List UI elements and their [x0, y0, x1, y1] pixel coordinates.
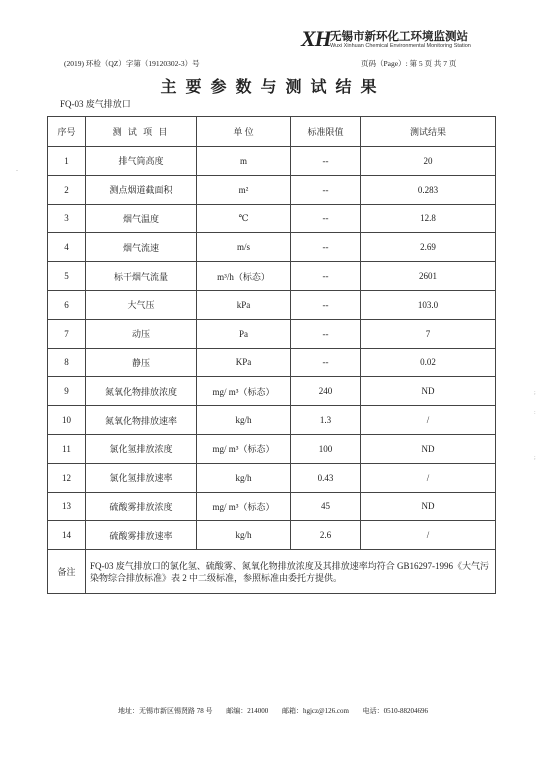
unit-cell: m³/h（标态）: [197, 262, 291, 291]
unit-cell: kg/h: [197, 406, 291, 435]
row-index-cell: 9: [48, 377, 86, 406]
column-header: 测 试 项 目: [86, 117, 197, 147]
column-header: 标准限值: [291, 117, 361, 147]
unit-cell: kg/h: [197, 463, 291, 492]
test-item-cell: 标干烟气流量: [86, 262, 197, 291]
test-item-cell: 排气筒高度: [86, 147, 197, 176]
unit-cell: m²: [197, 175, 291, 204]
standard-limit-cell: --: [291, 348, 361, 377]
test-result-cell: /: [361, 521, 496, 550]
remark-row: [48, 550, 496, 594]
standard-limit-cell: --: [291, 290, 361, 319]
row-index-cell: 2: [48, 175, 86, 204]
test-result-cell: 7: [361, 319, 496, 348]
row-index-cell: 14: [48, 521, 86, 550]
page-info: 页码（Page）: 第 5 页 共 7 页: [361, 59, 457, 68]
footer-phone: 电话：0510-88204696: [362, 707, 428, 715]
test-item-cell: 氮氧化物排放浓度: [86, 377, 197, 406]
test-result-cell: /: [361, 463, 496, 492]
table-row: [48, 319, 496, 348]
test-item-cell: 动压: [86, 319, 197, 348]
unit-cell: m/s: [197, 233, 291, 262]
test-item-cell: 烟气流速: [86, 233, 197, 262]
table-row: [48, 262, 496, 291]
unit-cell: mg/ m³（标态）: [197, 377, 291, 406]
footer-address: 地址：无锡市新区锡贤路 78 号: [117, 707, 213, 715]
test-result-cell: /: [361, 406, 496, 435]
margin-mark: :: [534, 410, 536, 416]
test-item-cell: 硫酸雾排放速率: [86, 521, 197, 550]
test-item-cell: 氯化氢排放浓度: [86, 434, 197, 463]
unit-cell: mg/ m³（标态）: [197, 492, 291, 521]
row-index-cell: 6: [48, 290, 86, 319]
row-index-cell: 8: [48, 348, 86, 377]
table-row: [48, 204, 496, 233]
row-index-cell: 11: [48, 434, 86, 463]
results-table: [47, 116, 496, 594]
standard-limit-cell: --: [291, 204, 361, 233]
unit-cell: kPa: [197, 290, 291, 319]
row-index-cell: 7: [48, 319, 86, 348]
standard-limit-cell: 1.3: [291, 406, 361, 435]
standard-limit-cell: --: [291, 233, 361, 262]
test-result-cell: 2601: [361, 262, 496, 291]
logo-mark: XH: [301, 26, 331, 51]
test-result-cell: ND: [361, 492, 496, 521]
remark-label: 备注: [48, 550, 86, 594]
test-item-cell: 静压: [86, 348, 197, 377]
test-result-cell: 2.69: [361, 233, 496, 262]
test-item-cell: 氯化氢排放速率: [86, 463, 197, 492]
test-result-cell: 103.0: [361, 290, 496, 319]
org-name-en: Wuxi Xinhuan Chemical Environmental Monitoring Station: [330, 43, 471, 49]
test-result-cell: ND: [361, 434, 496, 463]
margin-mark: -: [16, 168, 18, 174]
test-result-cell: ND: [361, 377, 496, 406]
column-header: 单 位: [197, 117, 291, 147]
standard-limit-cell: 45: [291, 492, 361, 521]
org-name-cn: 无锡市新环化工环境监测站: [330, 29, 468, 43]
unit-cell: ℃: [197, 204, 291, 233]
table-row: [48, 463, 496, 492]
test-item-cell: 大气压: [86, 290, 197, 319]
test-result-cell: 12.8: [361, 204, 496, 233]
margin-mark: ;: [534, 390, 536, 396]
table-caption: FQ-03 废气排放口: [60, 99, 131, 109]
table-row: [48, 434, 496, 463]
row-index-cell: 12: [48, 463, 86, 492]
test-result-cell: 0.283: [361, 175, 496, 204]
column-header: 测试结果: [361, 117, 496, 147]
table-header-row: [48, 117, 496, 147]
table-row: [48, 147, 496, 176]
row-index-cell: 4: [48, 233, 86, 262]
table-row: [48, 406, 496, 435]
standard-limit-cell: 240: [291, 377, 361, 406]
test-item-cell: 测点烟道截面积: [86, 175, 197, 204]
table-row: [48, 348, 496, 377]
test-item-cell: 硫酸雾排放浓度: [86, 492, 197, 521]
table-row: [48, 175, 496, 204]
remark-text: FQ-03 废气排放口的氯化氢、硫酸雾、氮氧化物排放浓度及其排放速率均符合 GB16297-1996《大气污染物综合排放标准》表 2 中二级标准，参照标准由委托方提供。: [86, 550, 496, 594]
standard-limit-cell: 0.43: [291, 463, 361, 492]
unit-cell: KPa: [197, 348, 291, 377]
standard-limit-cell: --: [291, 262, 361, 291]
standard-limit-cell: --: [291, 147, 361, 176]
row-index-cell: 10: [48, 406, 86, 435]
test-result-cell: 0.02: [361, 348, 496, 377]
standard-limit-cell: 2.6: [291, 521, 361, 550]
test-item-cell: 氮氧化物排放速率: [86, 406, 197, 435]
unit-cell: kg/h: [197, 521, 291, 550]
row-index-cell: 3: [48, 204, 86, 233]
row-index-cell: 1: [48, 147, 86, 176]
footer-postcode: 邮编：214000: [226, 707, 269, 715]
footer-email: 邮箱：hgjcz@126.com: [281, 707, 349, 715]
unit-cell: mg/ m³（标态）: [197, 434, 291, 463]
unit-cell: Pa: [197, 319, 291, 348]
standard-limit-cell: --: [291, 319, 361, 348]
margin-mark: ;: [534, 455, 536, 461]
standard-limit-cell: --: [291, 175, 361, 204]
standard-limit-cell: 100: [291, 434, 361, 463]
table-row: [48, 521, 496, 550]
row-index-cell: 5: [48, 262, 86, 291]
table-row: [48, 492, 496, 521]
column-header: 序号: [48, 117, 86, 147]
table-row: [48, 377, 496, 406]
table-row: [48, 233, 496, 262]
test-result-cell: 20: [361, 147, 496, 176]
test-item-cell: 烟气温度: [86, 204, 197, 233]
table-row: [48, 290, 496, 319]
row-index-cell: 13: [48, 492, 86, 521]
report-number: (2019) 环检（QZ）字第（19120302-3）号: [64, 59, 200, 68]
footer: [0, 706, 546, 716]
page-title: 主要参数与测试结果: [160, 77, 386, 96]
unit-cell: m: [197, 147, 291, 176]
